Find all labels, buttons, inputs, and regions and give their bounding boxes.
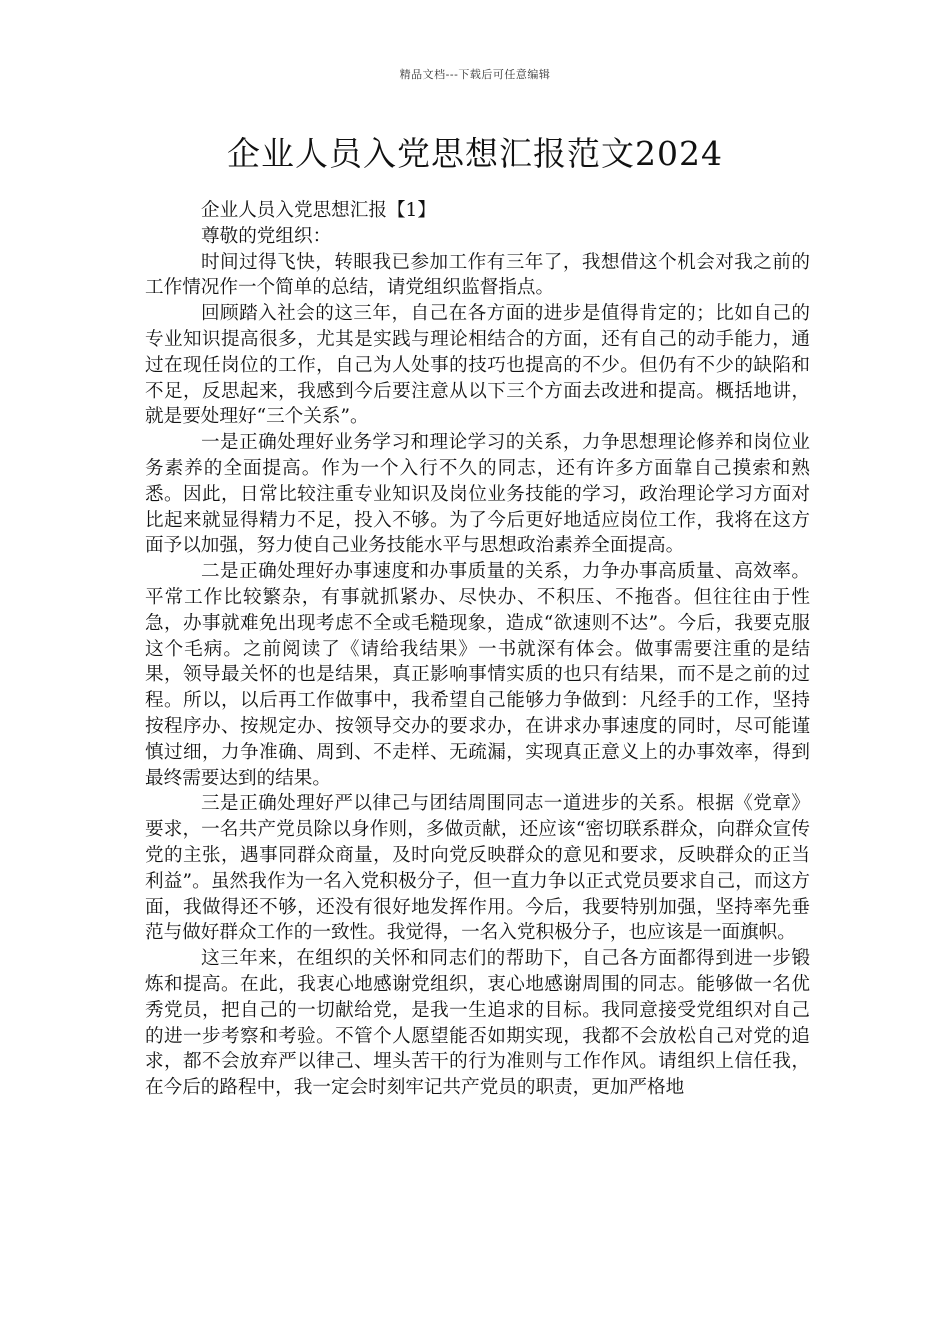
body-paragraph: 回顾踏入社会的这三年，自己在各方面的进步是值得肯定的；比如自己的专业知识提高很多，尤其是实践与理论相结合的方面，还有自己的动手能力，通过在现任岗位的工作，自己为人处事的技巧也提高的不少。但仍有不少的缺陷和不足，反思起来，我感到今后要注意从以下三个方面去改进和提高。概括地讲，就是要处理好“三个关系”。 xyxy=(145,303,810,428)
salutation: 尊敬的党组织： xyxy=(201,225,332,247)
body-paragraph: 二是正确处理好办事速度和办事质量的关系，力争办事高质量、高效率。平常工作比较繁杂，有事就抓紧办、尽快办、不积压、不拖沓。但往往由于性急，办事就难免出现考虑不全或毛糙现象，造成“欲速则不达”。今后，我要克服这个毛病。之前阅读了《请给我结果》一书就深有体会。做事需要注重的是结果，领导最关怀的也是结果，真正影响事情实质的也只有结果，而不是之前的过程。所以，以后再工作做事中，我希望自己能够力争做到：凡经手的工作，坚持按程序办、按规定办、按领导交办的要求办，在讲求办事速度的同时，尽可能谨慎过细，力争准确、周到、不走样、无疏漏，实现真正意义上的办事效率，得到最终需要达到的结果。 xyxy=(145,561,810,789)
header-note: 精品文档---下载后可任意编辑 xyxy=(399,68,551,81)
body-paragraph: 这三年来，在组织的关怀和同志们的帮助下，自己各方面都得到进一步锻炼和提高。在此，我衷心地感谢党组织，衷心地感谢周围的同志。能够做一名优秀党员，把自己的一切献给党，是我一生追求的目标。我同意接受党组织对自己的进一步考察和考验。不管个人愿望能否如期实现，我都不会放松自己对党的追求，都不会放弃严以律己、埋头苦干的行为准则与工作作风。请组织上信任我，在今后的路程中，我一定会时刻牢记共产党员的职责，更加严格地 xyxy=(145,948,810,1099)
body-paragraph: 时间过得飞快，转眼我已参加工作有三年了，我想借这个机会对我之前的工作情况作一个简单的总结，请党组织监督指点。 xyxy=(145,251,810,299)
document-title: 企业人员入党思想汇报范文2024 xyxy=(227,134,723,173)
body-paragraph: 一是正确处理好业务学习和理论学习的关系，力争思想理论修养和岗位业务素养的全面提高。作为一个入行不久的同志，还有许多方面靠自己摸索和熟悉。因此，日常比较注重专业知识及岗位业务技能的学习，政治理论学习方面对比起来就显得精力不足，投入不够。为了今后更好地适应岗位工作，我将在这方面予以加强，努力使自己业务技能水平与思想政治素养全面提高。 xyxy=(145,432,810,557)
document-body xyxy=(145,198,810,1101)
body-paragraph: 三是正确处理好严以律己与团结周围同志一道进步的关系。根据《党章》要求，一名共产党员除以身作则，多做贡献，还应该“密切联系群众，向群众宣传党的主张，遇事同群众商量，及时向党反映群众的意见和要求，反映群众的正当利益”。虽然我作为一名入党积极分子，但一直力争以正式党员要求自己，而这方面，我做得还不够，还没有很好地发挥作用。今后，我要特别加强，坚持率先垂范与做好群众工作的一致性。我觉得，一名入党积极分子，也应该是一面旗帜。 xyxy=(145,793,810,944)
section-heading: 企业人员入党思想汇报【1】 xyxy=(201,200,436,221)
